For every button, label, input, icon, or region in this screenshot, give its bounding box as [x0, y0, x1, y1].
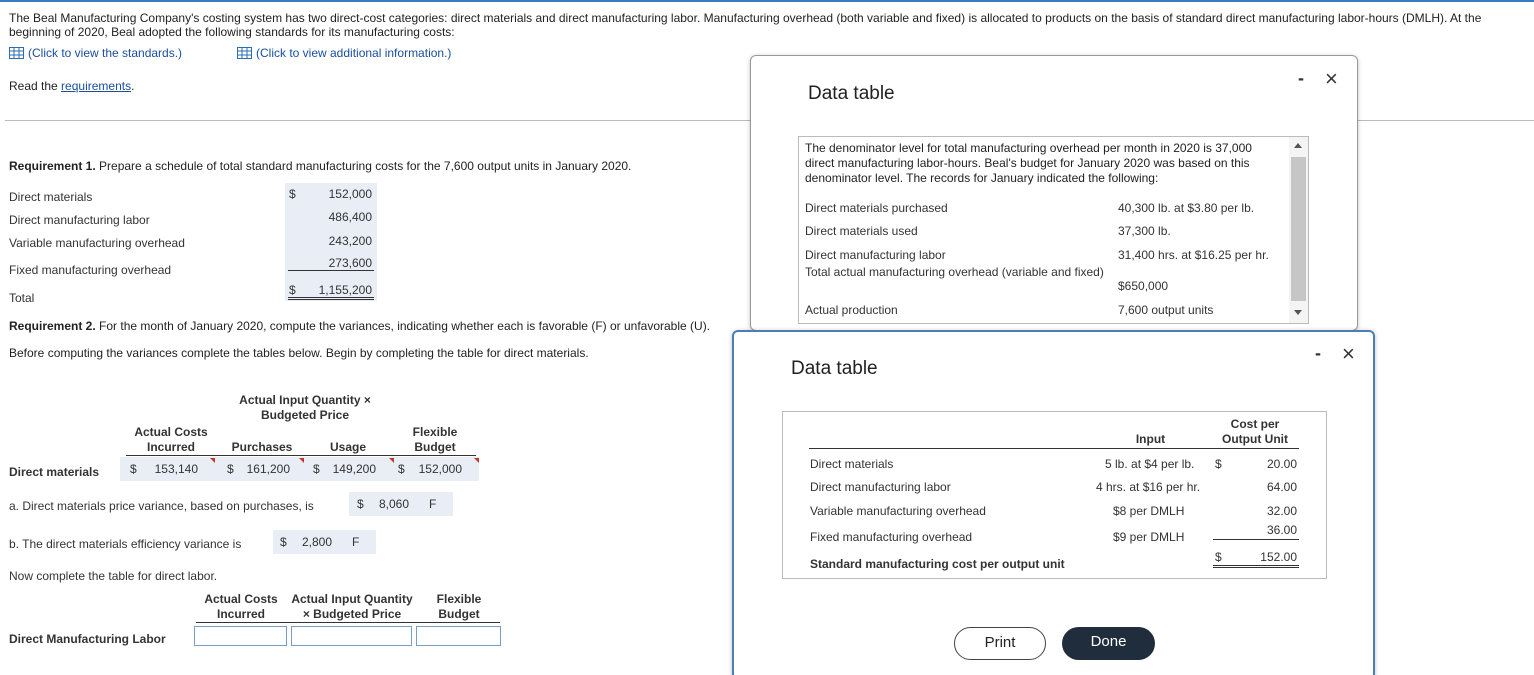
data-label: Direct materials purchased: [805, 201, 948, 215]
column-header-actual-costs: Actual Costs Incurred: [204, 592, 278, 621]
standards-cost: 32.00: [1266, 504, 1297, 518]
data-table-content: [798, 136, 1309, 324]
edit-marker: [210, 458, 215, 463]
done-button[interactable]: Done: [1062, 627, 1155, 660]
standards-total-label: Standard manufacturing cost per output unit: [810, 557, 1065, 571]
standards-cost: 36.00: [1266, 523, 1297, 537]
dialog-title: Data table: [808, 83, 895, 104]
requirement-1-heading: Requirement 1. Prepare a schedule of total standard manufacturing costs for the 7,600 output units in January 2020.: [9, 159, 632, 173]
close-icon[interactable]: ×: [1342, 341, 1355, 366]
standards-input: 5 lb. at $4 per lb.: [1105, 457, 1195, 471]
variance-a-fu[interactable]: F: [429, 497, 437, 511]
close-icon[interactable]: ×: [1325, 66, 1338, 91]
column-header-input: Input: [1135, 432, 1166, 446]
minimize-icon[interactable]: -: [1315, 343, 1321, 363]
dollar-sign: $: [398, 462, 405, 476]
double-rule: [1213, 565, 1299, 566]
minimize-icon[interactable]: -: [1298, 68, 1304, 88]
table-icon: [9, 47, 24, 59]
scrollbar-thumb[interactable]: [1291, 157, 1306, 301]
dollar-sign: $: [1215, 457, 1222, 471]
header-rule: [126, 455, 476, 456]
print-button[interactable]: Print: [954, 627, 1046, 660]
schedule-value[interactable]: 152,000: [328, 187, 372, 201]
standards-input: 4 hrs. at $16 per hr.: [1096, 480, 1201, 494]
requirements-link[interactable]: requirements: [61, 79, 132, 93]
variance-b-label: b. The direct materials efficiency variance is: [9, 537, 242, 551]
instruction-text: Before computing the variances complete the tables below. Begin by completing the table for direct materials.: [9, 346, 589, 360]
labor-actual-costs-input[interactable]: [194, 626, 287, 646]
section-divider: [5, 120, 750, 121]
top-accent-line: [0, 0, 1534, 2]
variance-b-value[interactable]: 2,800: [301, 535, 332, 549]
requirement-2-heading: Requirement 2. For the month of January 2020, compute the variances, indicating whether each is favorable (F) or unfavorable (U).: [9, 319, 711, 333]
dollar-sign: $: [289, 187, 296, 201]
dollar-sign: $: [313, 462, 320, 476]
labor-instruction: Now complete the table for direct labor.: [9, 569, 218, 583]
dollar-sign: $: [280, 535, 287, 549]
column-header-cost: Cost per Output Unit: [1222, 417, 1288, 446]
standards-cost: 20.00: [1266, 457, 1297, 471]
group-header: Actual Input Quantity × Budgeted Price: [239, 393, 371, 422]
table-icon: [237, 47, 252, 59]
dollar-sign: $: [227, 462, 234, 476]
variance-a-label: a. Direct materials price variance, based on purchases, is: [9, 499, 314, 513]
data-value: 37,300 lb.: [1118, 224, 1171, 238]
scrollbar[interactable]: [1289, 137, 1308, 323]
double-rule: [288, 297, 374, 298]
double-rule: [288, 299, 374, 300]
schedule-label: Fixed manufacturing overhead: [9, 263, 172, 277]
dm-row-label: Direct materials: [9, 465, 100, 479]
data-table-dialog-2: [732, 330, 1375, 675]
dm-purchases[interactable]: 161,200: [246, 462, 290, 476]
labor-aiq-input[interactable]: [291, 626, 412, 646]
column-header-usage: Usage: [329, 440, 367, 454]
schedule-label: Total: [9, 291, 35, 305]
data-value: 40,300 lb. at $3.80 per lb.: [1118, 201, 1255, 215]
edit-marker: [389, 458, 394, 463]
data-label: Actual production: [805, 303, 898, 317]
standards-table: [782, 411, 1327, 579]
double-rule: [1213, 567, 1299, 568]
edit-marker: [299, 458, 304, 463]
header-rule: [809, 448, 1299, 449]
scroll-down-icon[interactable]: [1294, 310, 1302, 315]
schedule-label: Direct manufacturing labor: [9, 213, 150, 227]
read-requirements: Read the requirements.: [9, 79, 135, 93]
data-value: 31,400 hrs. at $16.25 per hr.: [1118, 248, 1269, 262]
view-standards-label[interactable]: (Click to view the standards.): [28, 46, 183, 60]
schedule-total[interactable]: 1,155,200: [318, 283, 372, 297]
schedule-label: Variable manufacturing overhead: [9, 236, 185, 250]
schedule-value[interactable]: 486,400: [328, 210, 372, 224]
labor-flexible-budget-input[interactable]: [416, 626, 501, 646]
dollar-sign: $: [289, 283, 296, 297]
variance-a-value[interactable]: 8,060: [378, 497, 409, 511]
labor-row-label: Direct Manufacturing Labor: [9, 632, 166, 646]
column-header-flexible-budget: Flexible Budget: [412, 425, 458, 454]
problem-intro: The Beal Manufacturing Company's costing system has two direct-cost categories: direct materials and direct manufacturing labor. Manufacturing overhead (both variable and fixed) is allocated to products on the basis of standard direct manufacturing labor-hours (DMLH). At the beginning of 2020, Beal adopted the following standards for its manufacturing costs:: [9, 11, 1482, 39]
data-table-dialog-1: [750, 55, 1358, 331]
column-header-actual-costs: Actual Costs Incurred: [134, 425, 208, 454]
data-label: Total actual manufacturing overhead (variable and fixed): [805, 265, 1104, 279]
schedule-label: Direct materials: [9, 190, 93, 204]
denominator-description: The denominator level for total manufacturing overhead per month in 2020 is 37,000 direct manufacturing labor-hours. Beal's budget for January 2020 was based on this denominator level. The records for January indicated the following:: [805, 141, 1252, 185]
standards-label: Fixed manufacturing overhead: [810, 530, 973, 544]
header-rule: [196, 622, 500, 623]
dollar-sign: $: [1215, 550, 1222, 564]
dm-usage[interactable]: 149,200: [332, 462, 376, 476]
schedule-value[interactable]: 243,200: [328, 234, 372, 248]
standards-label: Variable manufacturing overhead: [810, 504, 986, 518]
view-standards-link[interactable]: [9, 46, 182, 60]
column-header-flexible-budget: Flexible Budget: [436, 592, 482, 621]
section-divider: [1358, 120, 1534, 121]
view-additional-info-link[interactable]: [237, 46, 451, 60]
schedule-value[interactable]: 273,600: [328, 256, 372, 270]
dollar-sign: $: [357, 497, 364, 511]
scroll-up-icon[interactable]: [1294, 143, 1302, 148]
data-value: 7,600 output units: [1118, 303, 1214, 317]
dollar-sign: $: [130, 462, 137, 476]
edit-marker: [474, 458, 479, 463]
column-header-aiq-budgeted-price: Actual Input Quantity × Budgeted Price: [291, 592, 413, 621]
data-label: Direct materials used: [805, 224, 918, 238]
subtotal-rule: [288, 270, 374, 271]
data-value: $650,000: [1118, 279, 1169, 293]
view-additional-info-label[interactable]: (Click to view additional information.): [256, 46, 452, 60]
dm-flexible-budget[interactable]: 152,000: [418, 462, 462, 476]
standards-label: Direct materials: [810, 457, 894, 471]
dm-actual-costs[interactable]: 153,140: [154, 462, 198, 476]
standards-input: $8 per DMLH: [1113, 504, 1185, 518]
variance-b-fu[interactable]: F: [352, 535, 360, 549]
dialog-title: Data table: [791, 358, 878, 379]
standards-input: $9 per DMLH: [1113, 530, 1185, 544]
standards-total-cost: 152.00: [1260, 550, 1297, 564]
subtotal-rule: [1213, 539, 1299, 540]
standards-label: Direct manufacturing labor: [810, 480, 951, 494]
data-label: Direct manufacturing labor: [805, 248, 946, 262]
standards-cost: 64.00: [1266, 480, 1297, 494]
column-header-purchases: Purchases: [231, 440, 293, 454]
